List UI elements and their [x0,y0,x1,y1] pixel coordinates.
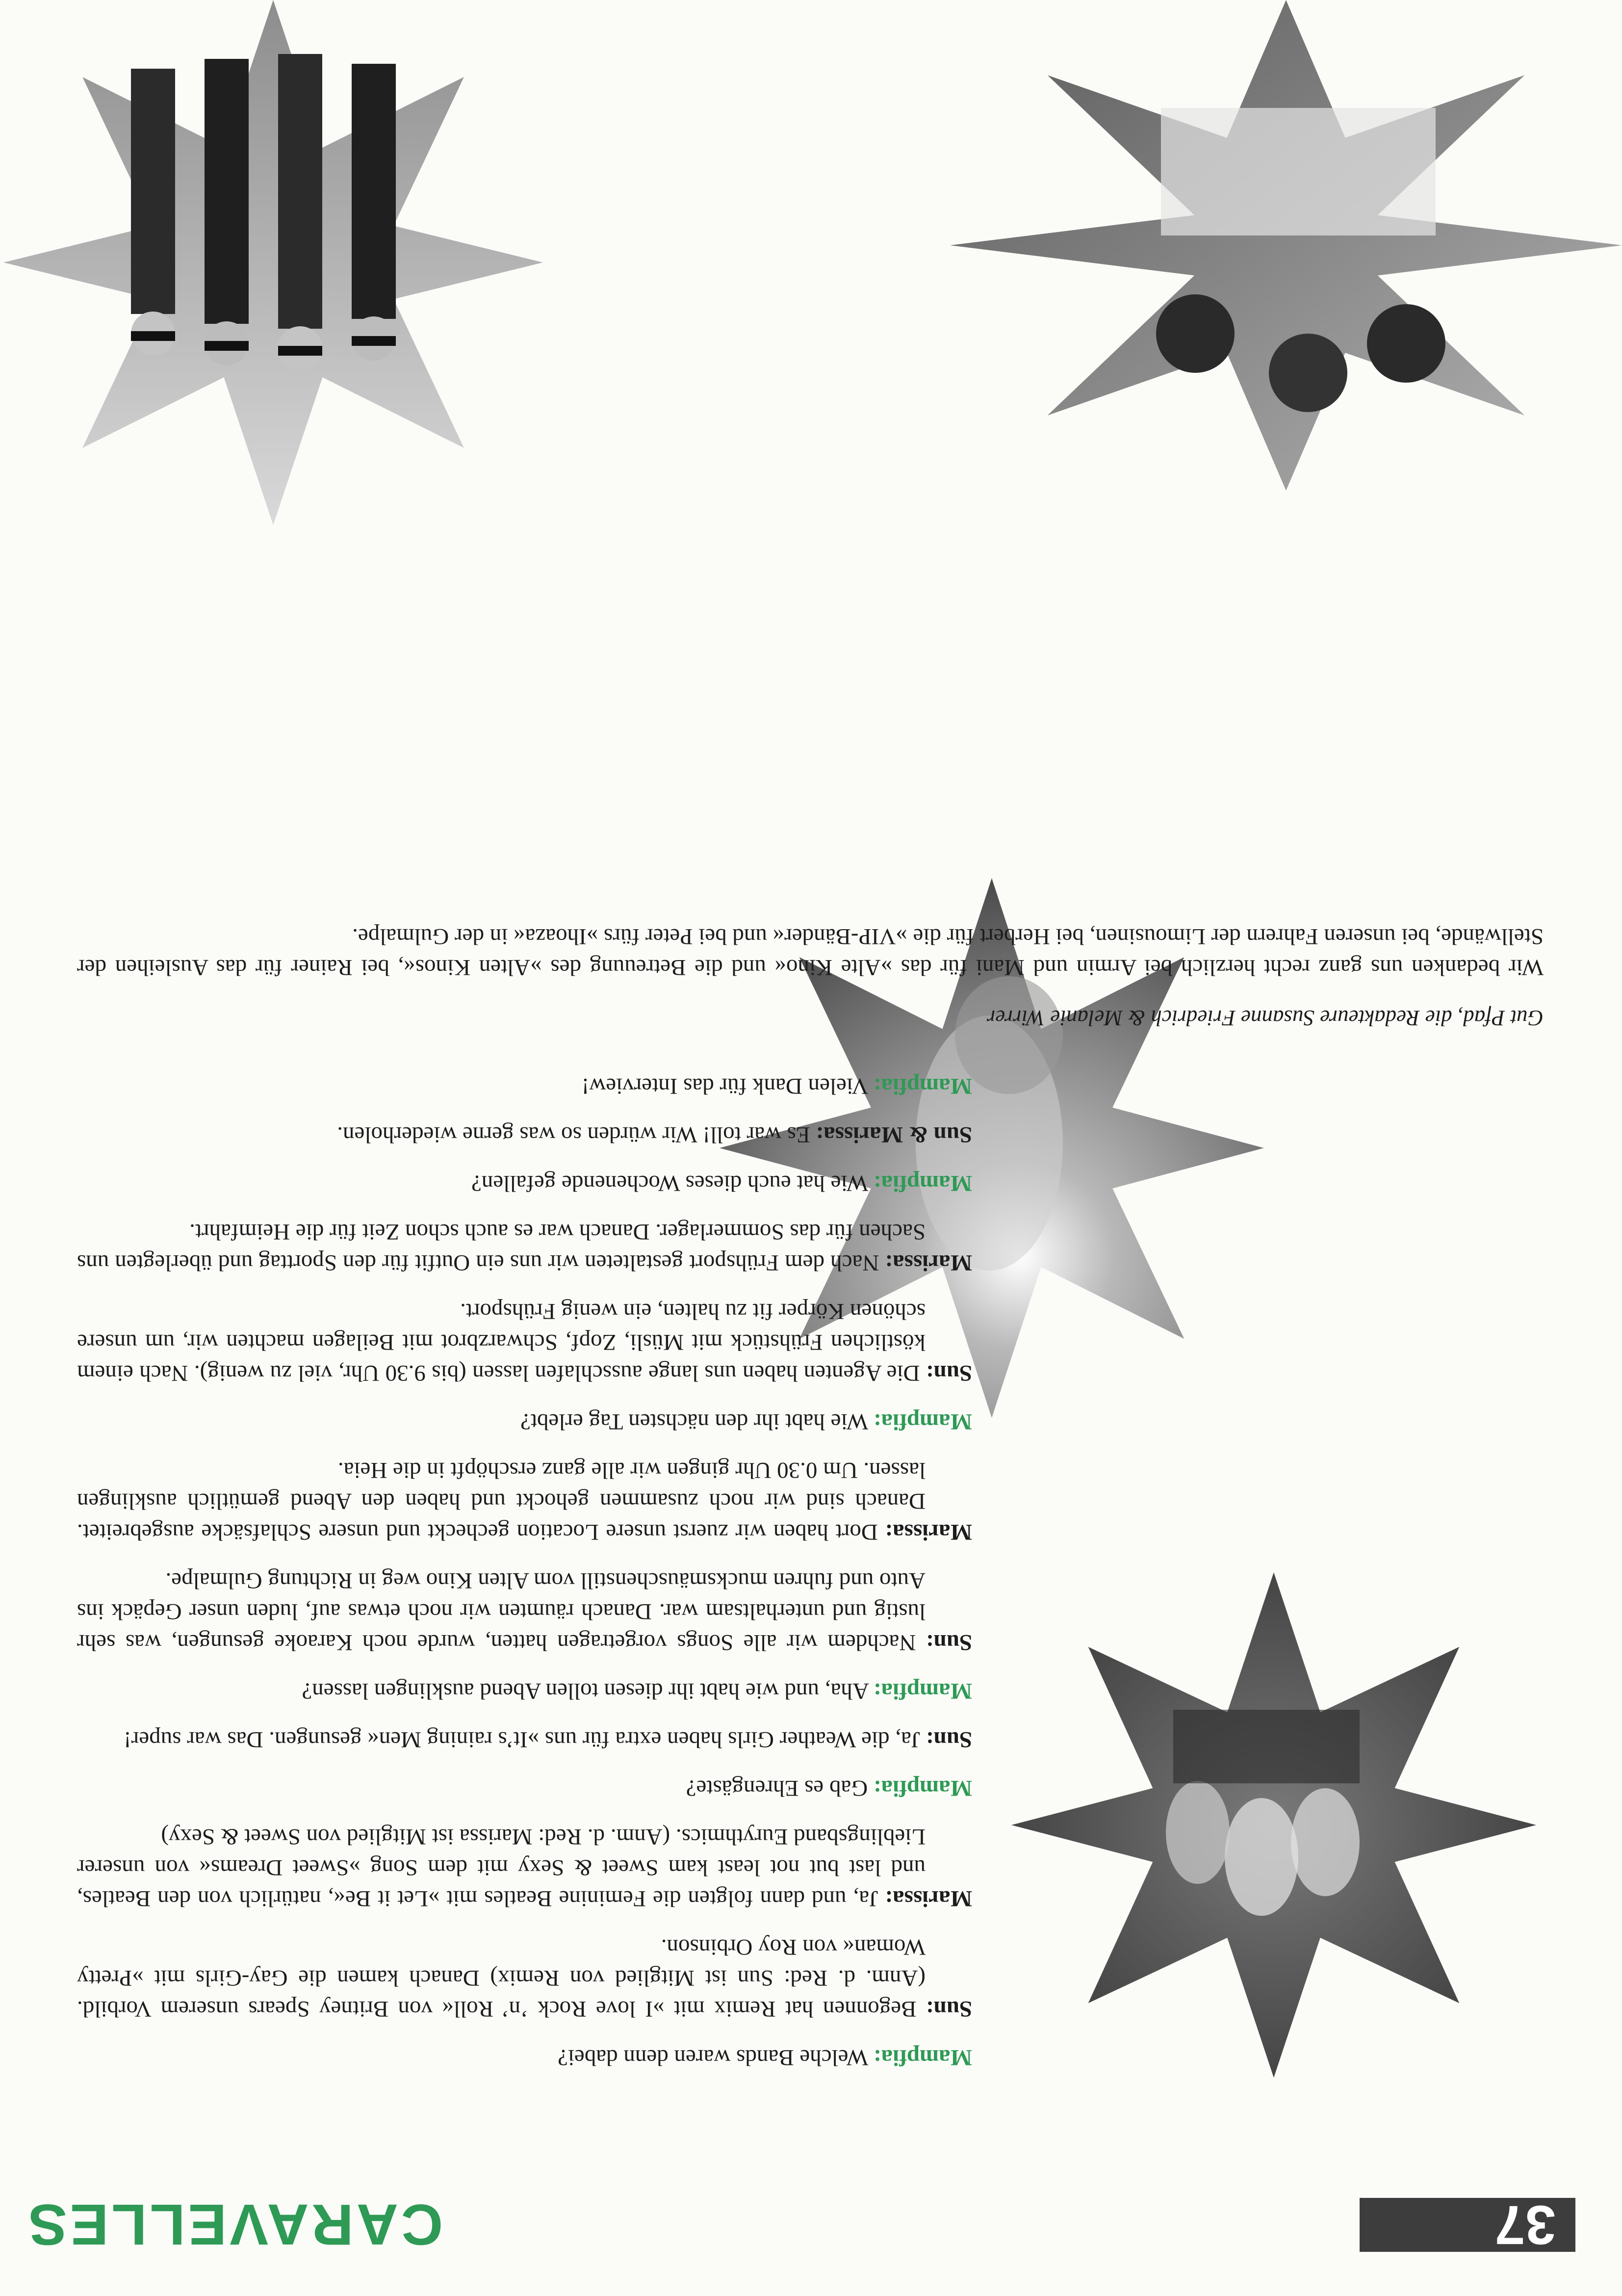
section-title: CARAVELLES [26,2192,443,2257]
interview-paragraph [77,2042,972,2073]
photo-star-girls-at-table [950,0,1622,491]
speaker-label: Sun & Marissa: [816,1122,972,1148]
paragraph-text: Aha, und wie habt ihr diesen tollen Abend ausklingen lassen? [302,1678,874,1704]
interview-paragraph [77,1168,972,1199]
interview-paragraph [77,1296,972,1388]
interview-paragraph [77,1773,972,1803]
speaker-label: Mampfia: [873,1775,972,1801]
paragraph-text: Nach dem Frühsport gestalteten wir uns ein Outfit für den Sporttag und überlegten uns Sachen für das Sommerlager. Danach war es auch schon Zeit für die Heimfahrt. [77,1219,926,1276]
paragraph-text: Gab es Ehrengäste? [686,1775,874,1801]
interview-paragraph [77,1406,972,1437]
star-photo-4-image [950,0,1622,491]
speaker-label: Sun: [926,1360,972,1386]
paragraph-text: Welche Bands waren denn dabei? [558,2045,874,2070]
page-header [0,2192,1622,2296]
paragraph-text: Wie hat euch dieses Wochenende gefallen? [471,1171,874,1196]
paragraph-text: Ja, die Weather Girls haben extra für uns »It’s raining Men« gesungen. Das war super! [123,1727,926,1752]
interview-paragraph [77,1724,972,1755]
interview-paragraph [77,1565,972,1658]
photo-star-sunglasses-group [3,0,543,525]
interview-paragraph [77,1675,972,1706]
speaker-label: Marissa: [885,1250,972,1276]
interview-paragraph [77,1931,972,2024]
page-number: 37 [1360,2198,1575,2252]
paragraph-text: Dort haben wir zuerst unsere Location gecheckt und unsere Schlafsäcke ausgebreitet. Danach sind wir noch zusammen gehockt und haben den Abend gemütlich ausklingen lassen. Um 0.30 Uhr gingen wir alle ganz erschöpft in die Heia. [77,1458,926,1545]
speaker-label: Mampfia: [873,1073,972,1099]
interview-paragraph [77,1119,972,1150]
interview-paragraph [77,1821,972,1914]
paragraph-text: Die Agenten haben uns lange ausschlafen lassen (bis 9.30 Uhr, viel zu wenig). Nach einem köstlichen Frühstück mit Müsli, Zopf, Schwarzbrot mit Beilagen machten wir, um unsere schönen Körper fit zu halten, ein wenig Frühsport. [77,1299,926,1386]
paragraph-text: Wie habt ihr den nächsten Tag erlebt? [520,1409,874,1435]
paragraph-text: Ja, und dann folgten die Feminine Beatles mit »Let it Be«, natürlich von den Beatles, und last but not least kam Sweet & Sexy mit dem Song »Sweet Dreams« von unserer Lieblingsband Eurythmics. (Anm. d. Red: Marissa ist Mitglied von Sweet & Sexy) [77,1824,926,1911]
speaker-label: Marissa: [885,1886,972,1911]
paragraph-text: Begonnen hat Remix mit »I love Rock ’n’ Roll« von Britney Spears unserem Vorbild. (Anm. d. Red: Sun ist Mitglied von Remix) Danach kamen die Gay-Girls mit »Pretty Woman« von Roy Orbinson. [77,1934,926,2022]
photo-star-group-girls [1011,1572,1536,2078]
interview-paragraph [77,1455,972,1547]
paragraph-text: Nachdem wir alle Songs vorgetragen hatten, wurde noch Karaoke gesungen, was sehr lustig und unterhaltsam war. Danach räumten wir noch etwas auf, luden unser Gepäck ins Auto und fuhren mucksmäuschenstill vom Alten Kino weg in Richtung Gulmalpe. [77,1568,926,1655]
interview-paragraph [77,1216,972,1278]
article-footer [77,903,1544,1048]
interview-article [77,1053,972,2073]
editor-signature: Gut Pfad, die Redakteure Susanne Friedrich & Melanie Wirrer [986,1006,1544,1030]
star-photo-1-image [1011,1572,1536,2078]
star-photo-3-image [3,0,543,525]
interview-paragraph [77,1070,972,1101]
speaker-label: Marissa: [885,1519,972,1545]
thanks-paragraph: Wir bedanken uns ganz recht herzlich bei Armin und Mani für das »Alte Kino« und die Betreuung des »Alten Kinos«, bei Rainer für das Ausleihen der Stellwände, bei unseren Fahrern der Limousinen, bei Herbert für die »VIP-Bänder« und bei Peter fürs »Ihoaza« in der Gulmalpe. [77,924,1544,980]
paragraph-text: Vielen Dank für das Interview! [581,1073,874,1099]
speaker-label: Mampfia: [873,1171,972,1196]
paragraph-text: Es war toll! Wir würden so was gerne wiederholen. [337,1122,816,1148]
speaker-label: Sun: [926,1996,972,2022]
speaker-label: Sun: [926,1727,972,1752]
speaker-label: Sun: [926,1630,972,1655]
speaker-label: Mampfia: [873,2045,972,2070]
speaker-label: Mampfia: [873,1409,972,1435]
speaker-label: Mampfia: [873,1678,972,1704]
